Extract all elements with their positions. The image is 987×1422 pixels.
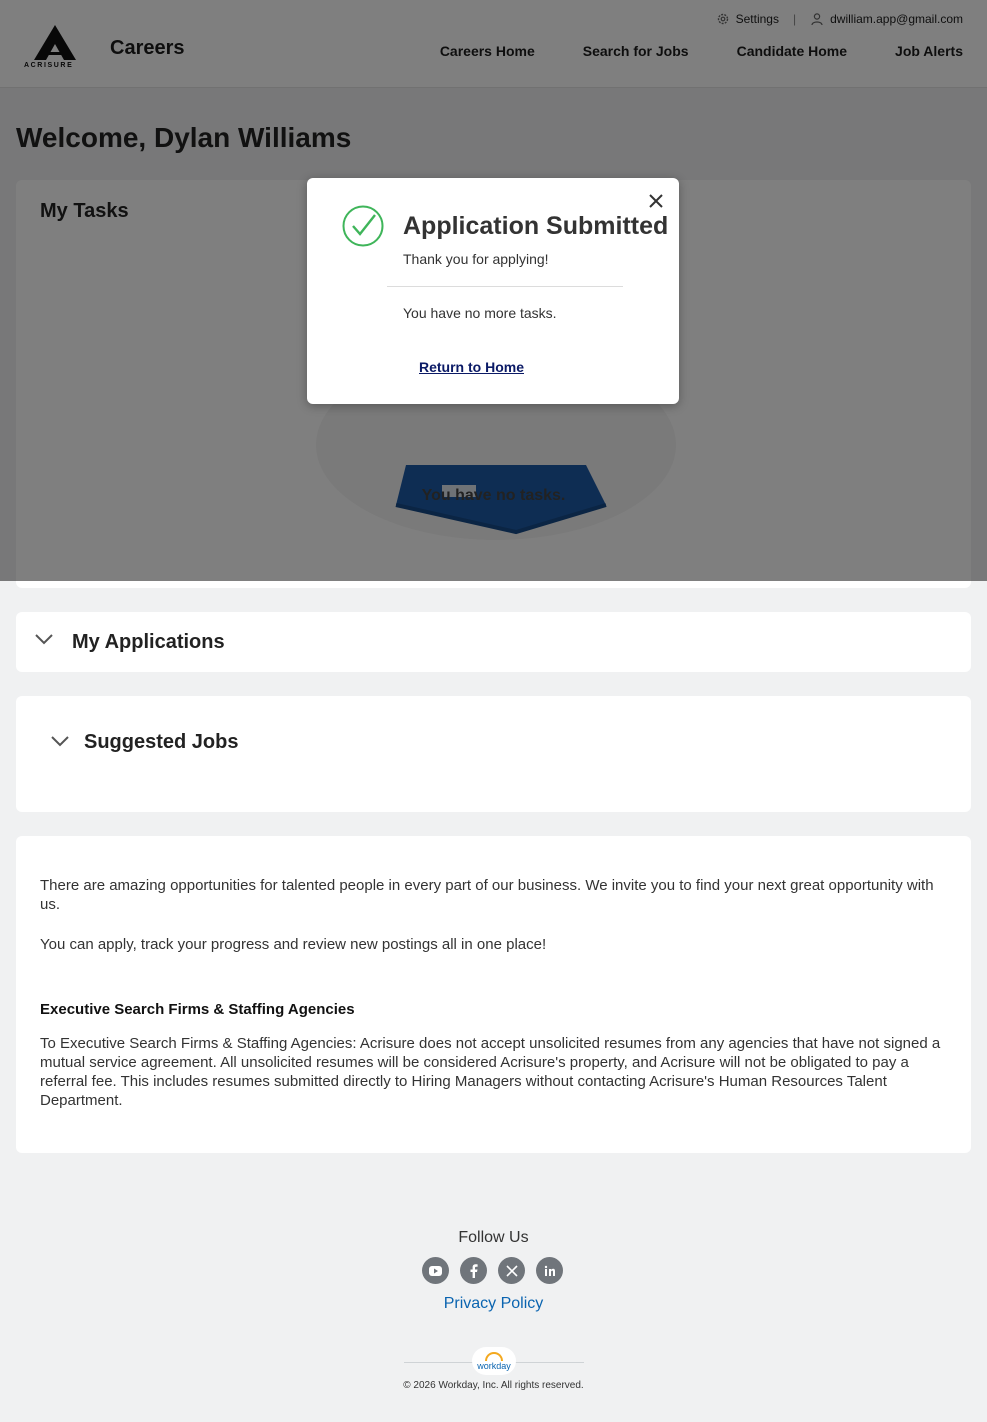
youtube-icon[interactable] (422, 1257, 449, 1284)
info-card (16, 836, 971, 1153)
apply-paragraph: You can apply, track your progress and review new postings all in one place! (40, 936, 547, 953)
dialog-subtitle: Thank you for applying! (403, 251, 549, 267)
dialog-note: You have no more tasks. (403, 305, 557, 321)
suggested-jobs-title[interactable]: Suggested Jobs (84, 731, 239, 753)
close-icon[interactable] (647, 192, 665, 210)
chevron-down-icon[interactable] (34, 632, 54, 646)
facebook-icon[interactable] (460, 1257, 487, 1284)
suggested-jobs-card[interactable] (16, 696, 971, 812)
dialog-divider (387, 286, 623, 287)
workday-logo: workday (472, 1347, 516, 1375)
return-to-home-link[interactable]: Return to Home (419, 359, 524, 375)
agencies-heading: Executive Search Firms & Staffing Agencies (40, 1001, 355, 1018)
copyright-text: © 2026 Workday, Inc. All rights reserved. (403, 1380, 584, 1391)
my-applications-card[interactable] (16, 612, 971, 672)
application-submitted-dialog (307, 178, 679, 404)
x-icon[interactable] (498, 1257, 525, 1284)
linkedin-icon[interactable] (536, 1257, 563, 1284)
social-links (422, 1257, 574, 1284)
intro-paragraph: There are amazing opportunities for talented people in every part of our business. We invite you to find your next great opportunity with us. (40, 877, 934, 913)
privacy-policy-link[interactable]: Privacy Policy (443, 1295, 544, 1312)
chevron-down-icon[interactable] (50, 734, 70, 748)
agencies-paragraph: To Executive Search Firms & Staffing Agencies: Acrisure does not accept unsolicited resumes from any agencies that have not signed a mutual service agreement. All unsolicited resumes will be considered Acrisure's property, and Acrisure will not be obligated to pay a referral fee. This includes resumes submitted directly to Hiring Managers without contacting Acrisure's Human Resources Talent Department. (40, 1035, 941, 1109)
dialog-title: Application Submitted (403, 212, 669, 240)
my-applications-title[interactable]: My Applications (72, 631, 225, 653)
success-check-icon (341, 204, 385, 248)
follow-us-label: Follow Us (458, 1229, 529, 1246)
